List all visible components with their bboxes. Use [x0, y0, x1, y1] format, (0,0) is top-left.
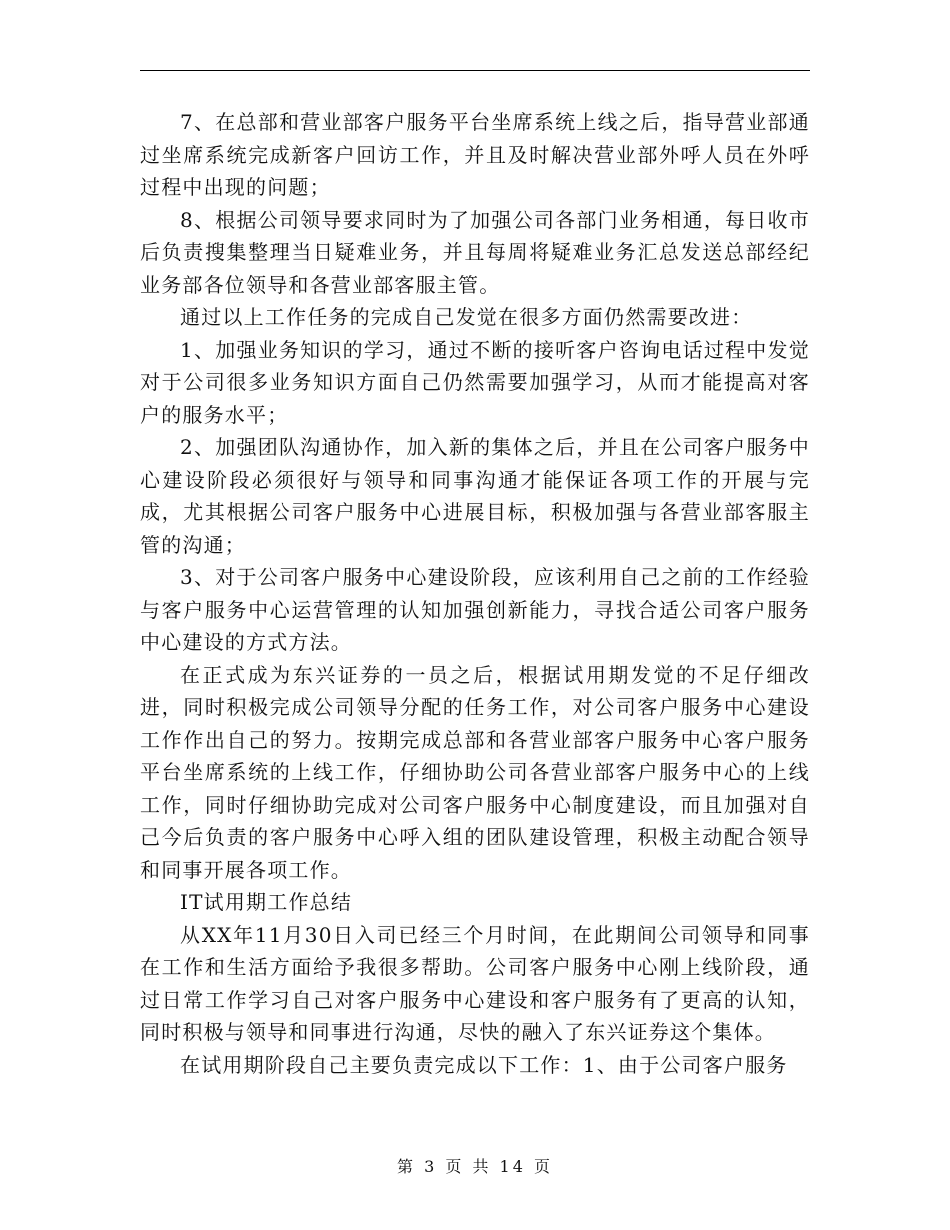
paragraph-improvement-1: 1、加强业务知识的学习，通过不断的接听客户咨询电话过程中发觉对于公司很多业务知识方面自己仍然需要加强学习，从而才能提高对客户的服务水平； — [140, 337, 810, 427]
page-footer: 第 3 页 共 14 页 — [397, 1157, 553, 1176]
paragraph-improvement-3: 3、对于公司客户服务中心建设阶段，应该利用自己之前的工作经验与客户服务中心运营管理的认知加强创新能力，寻找合适公司客户服务中心建设的方式方法。 — [140, 565, 810, 654]
paragraph-duties-start: 在试用期阶段自己主要负责完成以下工作：1、由于公司客户服务 — [180, 1052, 788, 1077]
paragraph-intro: 从XX年11月30日入司已经三个月时间，在此期间公司领导和同事在工作和生活方面给予我很多帮助。公司客户服务中心刚上线阶段，通过日常工作学习自己对客户服务中心建设和客户服务有了更高的认知，同时积极与领导和同事进行沟通，尽快的融入了东兴证券这个集体。 — [140, 922, 810, 1044]
document-body — [140, 106, 810, 1081]
paragraph-improvement-intro: 通过以上工作任务的完成自己发觉在很多方面仍然需要改进： — [180, 305, 753, 329]
paragraph-item-8: 8、根据公司领导要求同时为了加强公司各部门业务相通，每日收市后负责搜集整理当日疑难业务，并且每周将疑难业务汇总发送总部经纪业务部各位领导和各营业部客服主管。 — [140, 207, 810, 297]
paragraph-item-7: 7、在总部和营业部客户服务平台坐席系统上线之后，指导营业部通过坐席系统完成新客户回访工作，并且及时解决营业部外呼人员在外呼过程中出现的问题； — [140, 110, 810, 199]
paragraph-future-plan: 在正式成为东兴证券的一员之后，根据试用期发觉的不足仔细改进，同时积极完成公司领导分配的任务工作，对公司客户服务中心建设工作作出自己的努力。按期完成总部和各营业部客户服务中心客户服务平台坐席系统的上线工作，仔细协助公司各营业部客户服务中心的上线工作，同时仔细协助完成对公司客户服务中心制度建设，而且加强对自己今后负责的客户服务中心呼入组的团队建设管理，积极主动配合领导和同事开展各项工作。 — [140, 662, 810, 882]
paragraph-improvement-2: 2、加强团队沟通协作，加入新的集体之后，并且在公司客户服务中心建设阶段必须很好与领导和同事沟通才能保证各项工作的开展与完成，尤其根据公司客户服务中心进展目标，积极加强与各营业部客服主管的沟通； — [140, 435, 810, 557]
header-rule — [140, 70, 810, 71]
section-title: IT试用期工作总结 — [180, 890, 353, 914]
